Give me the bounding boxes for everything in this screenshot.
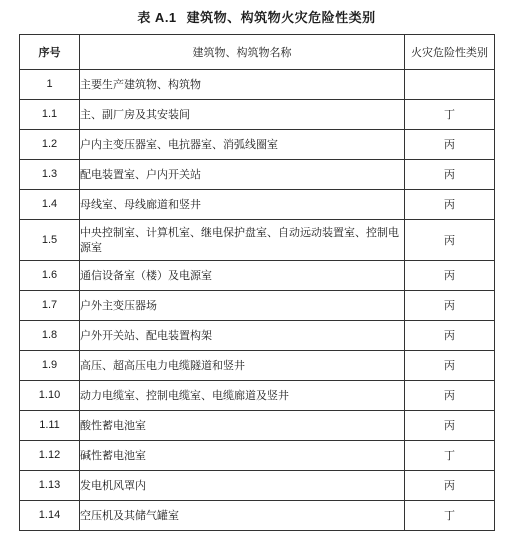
table-row xyxy=(20,160,495,190)
table-row xyxy=(20,441,495,471)
row-seq: 1.7 xyxy=(20,291,80,321)
row-category: 丙 xyxy=(405,291,495,321)
row-seq: 1.11 xyxy=(20,411,80,441)
row-category: 丙 xyxy=(405,351,495,381)
row-category: 丁 xyxy=(405,501,495,531)
row-name: 母线室、母线廊道和竖井 xyxy=(80,190,405,220)
row-seq: 1.6 xyxy=(20,261,80,291)
table-row xyxy=(20,190,495,220)
row-category: 丙 xyxy=(405,220,495,261)
row-category: 丁 xyxy=(405,441,495,471)
row-category: 丙 xyxy=(405,411,495,441)
header-category: 火灾危险性类别 xyxy=(405,35,495,70)
table-row xyxy=(20,130,495,160)
row-seq: 1.9 xyxy=(20,351,80,381)
fire-hazard-table xyxy=(19,34,495,531)
table-caption xyxy=(0,9,513,28)
row-seq: 1.1 xyxy=(20,100,80,130)
row-name: 户外开关站、配电装置构架 xyxy=(80,321,405,351)
table-row xyxy=(20,261,495,291)
row-name: 高压、超高压电力电缆隧道和竖井 xyxy=(80,351,405,381)
row-name: 发电机风罩内 xyxy=(80,471,405,501)
row-seq: 1.13 xyxy=(20,471,80,501)
row-name: 户外主变压器场 xyxy=(80,291,405,321)
table-row xyxy=(20,501,495,531)
row-category: 丙 xyxy=(405,321,495,351)
table-row xyxy=(20,351,495,381)
table-number: 表 A.1 xyxy=(137,10,177,25)
table-row xyxy=(20,100,495,130)
header-seq: 序号 xyxy=(20,35,80,70)
row-seq: 1.3 xyxy=(20,160,80,190)
table-row xyxy=(20,220,495,261)
row-name: 户内主变压器室、电抗器室、消弧线圈室 xyxy=(80,130,405,160)
table-row xyxy=(20,381,495,411)
row-name: 空压机及其储气罐室 xyxy=(80,501,405,531)
row-seq: 1.8 xyxy=(20,321,80,351)
row-category: 丙 xyxy=(405,261,495,291)
row-seq: 1.5 xyxy=(20,220,80,261)
header-name: 建筑物、构筑物名称 xyxy=(80,35,405,70)
row-category: 丁 xyxy=(405,100,495,130)
row-seq: 1.14 xyxy=(20,501,80,531)
table-row xyxy=(20,471,495,501)
row-seq: 1.12 xyxy=(20,441,80,471)
row-seq: 1 xyxy=(20,70,80,100)
row-name: 通信设备室（楼）及电源室 xyxy=(80,261,405,291)
row-name: 配电装置室、户内开关站 xyxy=(80,160,405,190)
table-body xyxy=(20,70,495,531)
row-seq: 1.10 xyxy=(20,381,80,411)
row-category: 丙 xyxy=(405,130,495,160)
row-category: 丙 xyxy=(405,190,495,220)
table-row xyxy=(20,411,495,441)
row-category: 丙 xyxy=(405,471,495,501)
row-name: 动力电缆室、控制电缆室、电缆廊道及竖井 xyxy=(80,381,405,411)
row-name: 主要生产建筑物、构筑物 xyxy=(80,70,405,100)
table-row xyxy=(20,291,495,321)
table-row xyxy=(20,321,495,351)
row-name: 中央控制室、计算机室、继电保护盘室、自动远动装置室、控制电源室 xyxy=(80,220,405,261)
table-header-row xyxy=(20,35,495,70)
row-category xyxy=(405,70,495,100)
row-category: 丙 xyxy=(405,160,495,190)
table-row xyxy=(20,70,495,100)
row-name: 碱性蓄电池室 xyxy=(80,441,405,471)
row-name: 主、副厂房及其安装间 xyxy=(80,100,405,130)
row-name: 酸性蓄电池室 xyxy=(80,411,405,441)
row-category: 丙 xyxy=(405,381,495,411)
row-seq: 1.2 xyxy=(20,130,80,160)
table-title: 建筑物、构筑物火灾危险性类别 xyxy=(186,11,376,26)
row-seq: 1.4 xyxy=(20,190,80,220)
